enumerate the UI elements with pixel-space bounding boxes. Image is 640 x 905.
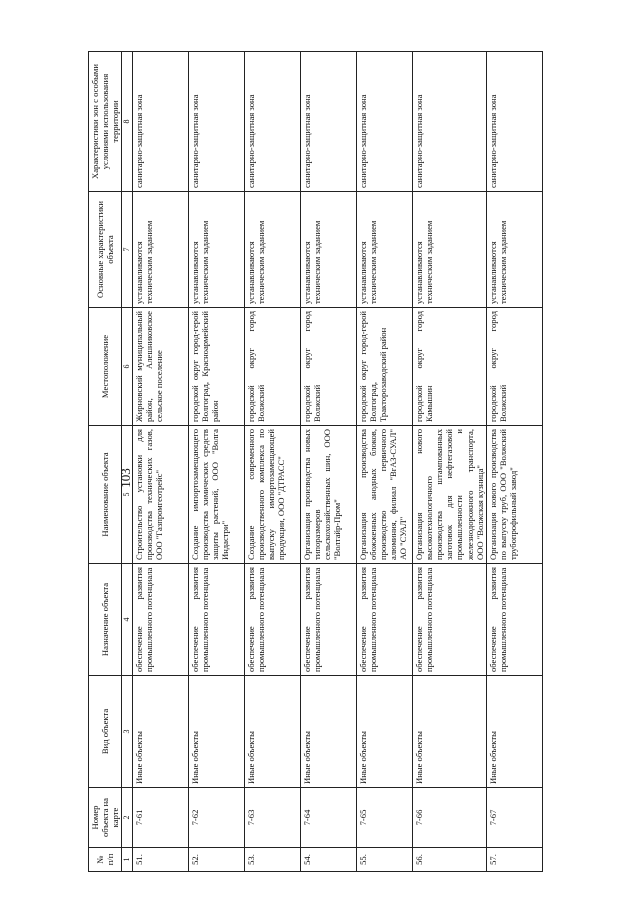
column-number-row (122, 52, 132, 872)
zone-characteristics: санитарно-защитная зона (244, 52, 300, 192)
object-location: городской округ город Волжский (300, 308, 356, 426)
header-cell: Номер объекта на карте (89, 788, 122, 848)
object-characteristics: устанавливаются техническим заданием (356, 192, 412, 308)
zone-characteristics: санитарно-защитная зона (356, 52, 412, 192)
object-code: 7-63 (244, 788, 300, 848)
row-number: 55. (356, 848, 412, 872)
object-purpose: обеспечение развития промышленного потенциала (486, 564, 542, 676)
column-number: 6 (122, 308, 132, 426)
page-number: 103 (118, 468, 133, 488)
zone-characteristics: санитарно-защитная зона (412, 52, 486, 192)
zone-characteristics: санитарно-защитная зона (132, 52, 188, 192)
object-purpose: обеспечение развития промышленного потенциала (188, 564, 244, 676)
object-characteristics: устанавливаются техническим заданием (244, 192, 300, 308)
object-name: Строительство установки для производства технических газов, ООО "Газпромгеотрейс" (132, 426, 188, 564)
object-name: Организация производства новых типоразмеров сельскохозяйственных шин, ООО "Волтайр-Пром" (300, 426, 356, 564)
object-characteristics: устанавливаются техническим заданием (132, 192, 188, 308)
row-number: 57. (486, 848, 542, 872)
object-code: 7-64 (300, 788, 356, 848)
rotated-table-container (88, 52, 578, 872)
table-row (412, 52, 486, 872)
object-purpose: обеспечение развития промышленного потенциала (300, 564, 356, 676)
table-row (244, 52, 300, 872)
header-cell: № п/п (89, 848, 122, 872)
column-number: 4 (122, 564, 132, 676)
row-number: 51. (132, 848, 188, 872)
object-location: городской округ город-герой Волгоград, Тракторозаводский район (356, 308, 412, 426)
header-cell: Вид объекта (89, 676, 122, 788)
object-code: 7-66 (412, 788, 486, 848)
object-purpose: обеспечение развития промышленного потенциала (244, 564, 300, 676)
object-characteristics: устанавливаются техническим заданием (300, 192, 356, 308)
header-cell: Характеристики зон с особыми условиями использования территории (89, 52, 122, 192)
object-location: городской округ город-герой Волгоград, Красноармейский район (188, 308, 244, 426)
object-name: Организация нового высокотехнологичного производства штампованных заготовок для нефтегазовой промышленности и железнодорожного транспорта, ООО "Волжская кузница" (412, 426, 486, 564)
object-location: Жирновский муниципальный район, Алешниковское сельское поселение (132, 308, 188, 426)
column-number: 2 (122, 788, 132, 848)
object-code: 7-62 (188, 788, 244, 848)
column-number: 8 (122, 52, 132, 192)
object-characteristics: устанавливаются техническим заданием (412, 192, 486, 308)
object-kind: Иные объекты (244, 676, 300, 788)
object-kind: Иные объекты (132, 676, 188, 788)
table-header-row (89, 52, 122, 872)
zone-characteristics: санитарно-защитная зона (300, 52, 356, 192)
column-number: 1 (122, 848, 132, 872)
row-number: 52. (188, 848, 244, 872)
row-number: 53. (244, 848, 300, 872)
object-name: Создание современного производственного комплекса по выпуску импортозамещающей продукции, ООО "ДТРАСС" (244, 426, 300, 564)
row-number: 56. (412, 848, 486, 872)
table-row (132, 52, 188, 872)
objects-table (88, 51, 543, 872)
object-code: 7-65 (356, 788, 412, 848)
zone-characteristics: санитарно-защитная зона (188, 52, 244, 192)
header-cell: Основные характеристики объекта (89, 192, 122, 308)
table-row (486, 52, 542, 872)
object-kind: Иные объекты (356, 676, 412, 788)
object-kind: Иные объекты (486, 676, 542, 788)
object-location: городской округ город Волжский (486, 308, 542, 426)
object-kind: Иные объекты (412, 676, 486, 788)
header-cell: Местоположение (89, 308, 122, 426)
object-location: городской округ город Волжский (244, 308, 300, 426)
object-kind: Иные объекты (188, 676, 244, 788)
object-purpose: обеспечение развития промышленного потенциала (412, 564, 486, 676)
object-name: Организация производства обожженных анодных блоков, производство первичного алюминия, филиал "ВгАЗ-СУАЛ" АО "СУАЛ" (356, 426, 412, 564)
row-number: 54. (300, 848, 356, 872)
object-kind: Иные объекты (300, 676, 356, 788)
object-name: Создание импортозамещающего производства химических средств защиты растений, ООО "Волга Индастри" (188, 426, 244, 564)
object-characteristics: устанавливаются техническим заданием (486, 192, 542, 308)
column-number: 3 (122, 676, 132, 788)
object-name: Организация нового производства по выпуску труб, ООО "Волжский трубопрофильный завод" (486, 426, 542, 564)
table-row (300, 52, 356, 872)
object-characteristics: устанавливаются техническим заданием (188, 192, 244, 308)
header-cell: Назначение объекта (89, 564, 122, 676)
table-row (188, 52, 244, 872)
object-code: 7-61 (132, 788, 188, 848)
column-number: 5 (122, 426, 132, 564)
column-number: 7 (122, 192, 132, 308)
object-purpose: обеспечение развития промышленного потенциала (132, 564, 188, 676)
object-location: городской округ город Камышин (412, 308, 486, 426)
object-code: 7-67 (486, 788, 542, 848)
table-row (356, 52, 412, 872)
header-cell: Наименование объекта (89, 426, 122, 564)
zone-characteristics: санитарно-защитная зона (486, 52, 542, 192)
object-purpose: обеспечение развития промышленного потенциала (356, 564, 412, 676)
